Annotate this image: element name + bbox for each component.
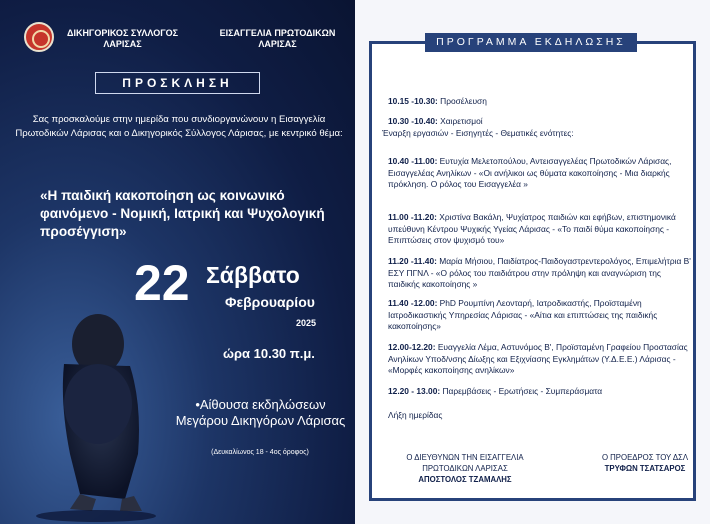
event-weekday: Σάββατο [206,262,300,288]
item-text: Έναρξη εργασιών - Εισηγητές - Θεματικές ενότητες: [382,128,574,138]
item-text: PhD Ρουμπίνη Λεονταρή, Ιατροδικαστής, Προϊσταμένη Ιατροδικαστικής Υπηρεσίας Λάρισας - «Αίτια και επιπτώσεις της παιδικής κακοποίησης» [388,298,658,332]
program-title: ΠΡΟΓΡΑΜΜΑ ΕΚΔΗΛΩΣΗΣ [425,33,637,52]
program-item [388,96,693,108]
org-bar-association: ΔΙΚΗΓΟΡΙΚΟΣ ΣΥΛΛΟΓΟΣ ΛΑΡΙΣΑΣ [66,28,179,49]
item-time: 12.20 - 13.00: [388,386,441,396]
header-logos [20,22,340,58]
item-text: Χαιρετισμοί [437,116,483,126]
item-text: Προσέλευση [437,96,487,106]
org-prosecutor-office: ΕΙΣΑΓΓΕΛΙΑ ΠΡΩΤΟΔΙΚΩΝ ΛΑΡΙΣΑΣ [219,28,336,49]
item-text: Ευαγγελία Λέμα, Αστυνόμος Β', Προϊσταμένη Γραφείου Προστασίας Ανηλίκων Υποδ/νσης Δίωξης και Εξιχνίασης Εγκλημάτων (Υ.Δ.Ε.Ε.) Λάρισας - «Μορφές κακοποίησης ανηλίκων» [388,342,688,376]
program-item [388,298,693,333]
item-time: 12.00-12.20: [388,342,436,352]
item-time: 10.15 -10.30: [388,96,438,106]
item-text: Μαρία Μήσιου, Παιδίατρος-Παιδογαστρεντερολόγος, Επιμελήτρια Β' ΕΣΥ ΠΓΝΛ - «Ο ρόλος του παιδιάτρου στην πρόληψη και αναγνώριση της παιδικής κακοποίησης » [388,256,691,290]
sign-name: ΤΡΥΦΩΝ ΤΣΑΤΣΑΡΟΣ [604,464,686,473]
program-item [388,410,693,422]
event-address: (Δευκαλίωνος 18 - 4ος όροφος) [211,449,309,456]
item-text: Χριστίνα Βακάλη, Ψυχίατρος παιδιών και εφήβων, επιστημονικά υπεύθυνη Κέντρου Ψυχικής Υγείας Λάρισας - «Το παιδί θύμα κακοποίησης - Επιπτώσεις στον ψυχισμό του» [388,212,676,246]
program-item [388,212,693,247]
sign-role: Ο ΔΙΕΥΘΥΝΩΝ ΤΗΝ ΕΙΣΑΓΓΕΛΙΑ ΠΡΩΤΟΔΙΚΩΝ ΛΑΡΙΣΑΣ [406,453,524,473]
program-item [388,256,693,291]
intro-text: Σας προσκαλούμε στην ημερίδα που συνδιοργανώνουν η Εισαγγελία Πρωτοδικών Λάρισας και ο Δικηγορικός Σύλλογος Λάρισας, με κεντρικό θέμα: [15,114,343,139]
event-month: Φεβρουαρίου [225,294,315,310]
event-day-number: 22 [134,255,190,311]
sign-role: Ο ΠΡΟΕΔΡΟΣ ΤΟΥ ΔΣΛ [601,453,689,462]
item-time: 11.40 -12.00: [388,298,438,308]
program-item [388,116,693,128]
program-item [388,342,693,377]
program-item [382,128,687,140]
program-item [388,156,693,191]
item-text: Ευτυχία Μελετοπούλου, Αντεισαγγελέας Πρωτοδικών Λάρισας, Εισαγγελέας Ανηλίκων - «Οι ανήλικοι ως θύματα κακοποίησης - Μια διαρκής πρόκληση. Ο ρόλος του Εισαγγελέα » [388,156,672,190]
signature-president [590,452,700,474]
event-time: ώρα 10.30 π.μ. [223,346,315,361]
event-venue: •Αίθουσα εκδηλώσεων Μεγάρου Δικηγόρων Λάρισας [175,397,346,428]
bar-association-seal-icon [24,22,54,52]
child-figure-image [30,304,160,524]
right-panel [355,0,710,524]
item-time: 10.30 -10.40: [388,116,438,126]
item-time: 11.00 -11.20: [388,212,437,222]
item-time: 10.40 -11.00: [388,156,438,166]
sign-name: ΑΠΟΣΤΟΛΟΣ ΤΖΑΜΑΛΗΣ [418,475,512,484]
invitation-heading: ΠΡΟΣΚΛΗΣΗ [95,72,260,94]
signature-prosecutor [385,452,545,485]
item-time: 11.20 -11.40: [388,256,437,266]
event-year: 2025 [296,318,317,328]
event-theme: «Η παιδική κακοποίηση ως κοινωνικό φαινόμενο - Νομική, Ιατρική και Ψυχολογική προσέγγιση» [40,188,325,239]
item-text: Παρεμβάσεις - Ερωτήσεις - Συμπεράσματα [440,386,603,396]
program-item [388,386,693,398]
item-text: Λήξη ημερίδας [388,410,443,420]
